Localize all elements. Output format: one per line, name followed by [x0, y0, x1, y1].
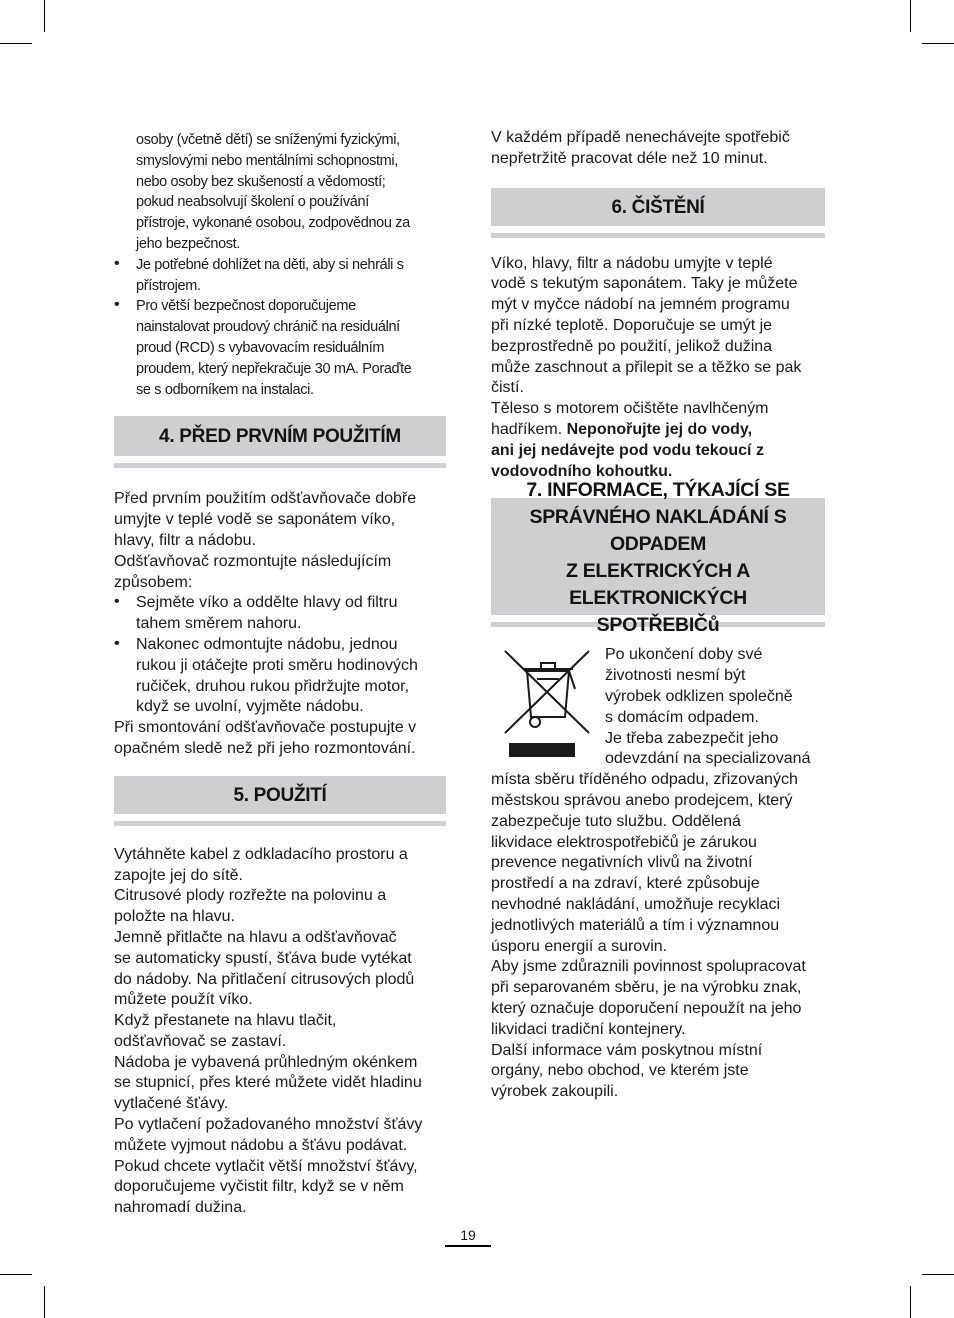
divider [114, 821, 446, 826]
text-line: odšťavňovač se zastaví. [114, 1032, 287, 1050]
text-line: Pokud chcete vytlačit větší množství šťávy, [114, 1157, 418, 1175]
text-line: orgány, nebo obchod, ve kterém jste [491, 1062, 749, 1080]
text-line: přístroje, vykonané osobou, zodpovědnou za [136, 215, 410, 232]
text-line: ani jej nedávejte pod vodu tekoucí z [491, 441, 764, 459]
text-line: jednotlivých materiálů a tím i významnou [491, 916, 780, 934]
text-line: Je třeba zabezpečit jeho [605, 729, 779, 747]
list-item [114, 593, 446, 635]
list-item [114, 635, 446, 718]
warning-text: Neponořujte jej do vody, [566, 420, 753, 438]
page-number: 19 [460, 1227, 476, 1243]
bullet-icon: • [114, 296, 120, 314]
crop-mark [0, 43, 32, 44]
text-line: se automaticky spustí, šťáva bude vytékat [114, 949, 412, 967]
warning-text [491, 441, 825, 462]
text-line: můžete vyjmout nádobu a šťávu podávat. [114, 1136, 408, 1154]
text-line: vytlačené šťávy. [114, 1095, 229, 1113]
text-line: likvidaci tradiční kontejnery. [491, 1020, 686, 1038]
crop-mark [910, 1286, 911, 1318]
section-4-body [114, 489, 446, 759]
section-5-body [114, 845, 446, 1219]
text-line: přístrojem. [136, 277, 201, 294]
text-line: výrobek odklizen společně [605, 687, 793, 705]
text-line: Víko, hlavy, filtr a nádobu umyjte v teplé [491, 254, 773, 272]
crop-mark [922, 43, 954, 44]
text-line: rukou ji otáčejte proti směru hodinových [136, 656, 418, 674]
section-5-header [114, 776, 446, 826]
text-line: hlavy, filtr a nádobu. [114, 531, 257, 549]
text-line: odevzdání na specializovaná [605, 750, 811, 768]
title-line: Z ELEKTRICKÝCH A ELEKTRONICKÝCH [565, 559, 751, 609]
section-7-body [491, 645, 825, 1103]
divider [114, 463, 446, 468]
text-line: V každém případě nenechávejte spotřebič [491, 129, 790, 146]
text-line: Těleso s motorem očištěte navlhčeným [491, 400, 769, 418]
text-line: zapojte jej do sítě. [114, 866, 243, 884]
text-line: Pro větší bezpečnost doporučujeme [136, 298, 356, 315]
section-7-header [491, 478, 825, 636]
text-line: doporučujeme vyčistit filtr, když se v něm [114, 1178, 404, 1196]
text-line: při separovaném sběru, je na výrobku znak, [491, 979, 802, 997]
text-line [491, 420, 825, 441]
list-item [114, 296, 446, 400]
text-line: proud (RCD) s vybavovacím residuálním [136, 339, 385, 356]
text-line: městskou správou anebo prodejcem, který [491, 791, 793, 809]
text-line: smyslovými nebo mentálními schopnostmi, [136, 152, 398, 169]
text-line: Další informace vám poskytnou místní [491, 1041, 763, 1059]
text-line: způsobem: [114, 573, 193, 591]
text-line: životnosti nesmí být [605, 667, 746, 685]
text-line: úsporu energií a surovin. [491, 937, 668, 955]
text-line: Nakonec odmontujte nádobu, jednou [136, 635, 398, 653]
text-line: Sejměte víko a oddělte hlavy od filtru [136, 594, 398, 612]
text-line: Jemně přitlačte na hlavu a odšťavňovač [114, 928, 397, 946]
text-line: nahromadí dužina. [114, 1199, 247, 1217]
text-fragment: hadříkem. [491, 420, 567, 438]
bullet-icon: • [114, 634, 120, 652]
text-line: bezprostředně po použití, jelikož dužina [491, 337, 773, 355]
text-line: místa sběru tříděného odpadu, zřizovaných [491, 771, 798, 789]
text-line: výrobek zakoupili. [491, 1083, 619, 1101]
text-line: můžete použít víko. [114, 991, 253, 1009]
text-line: Po ukončení doby své [605, 646, 763, 664]
text-line: který označuje doporučení nepoužít na jeho [491, 999, 802, 1017]
text-line: Po vytlačení požadovaného množství šťávy [114, 1116, 423, 1134]
divider [491, 233, 825, 238]
disassembly-steps [114, 593, 446, 718]
bullet-icon: • [114, 254, 120, 272]
safety-bullet-list [114, 255, 446, 401]
crossed-out-wheelie-bin-icon [503, 649, 593, 759]
section-6-body [491, 254, 825, 483]
text-line: likvidace elektrospotřebičů je zárukou [491, 833, 757, 851]
text-line: Odšťavňovač rozmontujte následujícím [114, 552, 392, 570]
section-6-header [491, 188, 825, 238]
intro-paragraph [114, 130, 446, 255]
title-line: 7. INFORMACE, TÝKAJÍCÍ SE [526, 478, 790, 501]
text-line: se stupnicí, přes které můžete vidět hladinu [114, 1074, 422, 1092]
text-line: nevhodné nakládání, umožňuje recyklaci [491, 895, 781, 913]
text-line: osoby (včetně dětí) se sníženými fyzickými, [136, 132, 400, 148]
crop-mark [44, 1286, 45, 1318]
text-line: může zaschnout a přilepit se a těžko se pak [491, 358, 802, 376]
title-line: SPOTŘEBIČů [596, 613, 720, 636]
list-item [114, 255, 446, 297]
text-line: když se uvolní, vyjměte nádobu. [136, 698, 364, 716]
text-line: opačném sledě než při jeho rozmontování. [114, 739, 416, 757]
text-line: při nízké teplotě. Doporučuje se umýt je [491, 316, 773, 334]
section-title: 5. POUŽITÍ [114, 776, 446, 814]
text-line: nebo osoby bez skušeností a vědomostí; [136, 173, 386, 190]
text-line: prevence negativních vlivů na životní [491, 854, 753, 872]
intro-paragraph [491, 128, 825, 170]
text-line: umyjte v teplé vodě se saponátem víko, [114, 511, 396, 529]
crop-mark [922, 1274, 954, 1275]
text-line: Když přestanete na hlavu tlačit, [114, 1012, 337, 1030]
left-column [114, 128, 446, 1219]
crop-mark [44, 0, 45, 32]
text-line: Je potřebné dohlížet na děti, aby si nehráli s [136, 256, 404, 273]
section-title: 6. ČIŠTĚNÍ [491, 188, 825, 226]
section-title [491, 478, 825, 636]
text-line: zabezpečuje tuto službu. Oddělená [491, 812, 741, 830]
text-line: mýt v myčce nádobí na jemném programu [491, 296, 790, 314]
text-line: vodovodního kohoutku. [491, 462, 673, 480]
section-title: 4. PŘED PRVNÍM POUŽITÍM [114, 416, 446, 456]
right-column [491, 128, 825, 1103]
text-line: do nádoby. Na přitlačení citrusových plodů [114, 970, 415, 988]
text-line: položte na hlavu. [114, 908, 235, 926]
text-line: jeho bezpečnost. [136, 235, 241, 252]
text-line: pokud neabsolvují školení o používání [136, 194, 369, 211]
text-line: nainstalovat proudový chránič na residuální [136, 319, 400, 336]
text-line: vodě s tekutým saponátem. Taky je můžete [491, 275, 798, 293]
crop-mark [910, 0, 911, 32]
crop-mark [0, 1274, 32, 1275]
text-line: Před prvním použitím odšťavňovače dobře [114, 490, 417, 508]
page-number-underline [445, 1245, 491, 1247]
text-line: Při smontování odšťavňovače postupujte v [114, 719, 417, 737]
text-line: nepřetržitě pracovat déle než 10 minut. [491, 149, 768, 167]
text-line: ručiček, druhou rukou přidržujte motor, [136, 677, 410, 695]
text-line: Vytáhněte kabel z odkladacího prostoru a [114, 845, 408, 863]
text-line: čistí. [491, 379, 524, 397]
text-line: se s odborníkem na instalaci. [136, 381, 314, 398]
text-line: s domácím odpadem. [605, 708, 759, 726]
text-line: proudem, který nepřekračuje 30 mA. Poraďte [136, 360, 412, 377]
text-line: Aby jsme zdůraznili povinnost spolupracovat [491, 958, 806, 976]
title-line: SPRÁVNÉHO NAKLÁDÁNÍ S ODPADEM [529, 505, 787, 555]
section-4-header [114, 416, 446, 468]
text-line: Citrusové plody rozřežte na polovinu a [114, 887, 387, 905]
text-line: prostředí a na zdraví, které způsobuje [491, 875, 760, 893]
text-line: tahem směrem nahoru. [136, 615, 302, 633]
bullet-icon: • [114, 593, 120, 611]
text-line: Nádoba je vybavená průhledným okénkem [114, 1053, 418, 1071]
